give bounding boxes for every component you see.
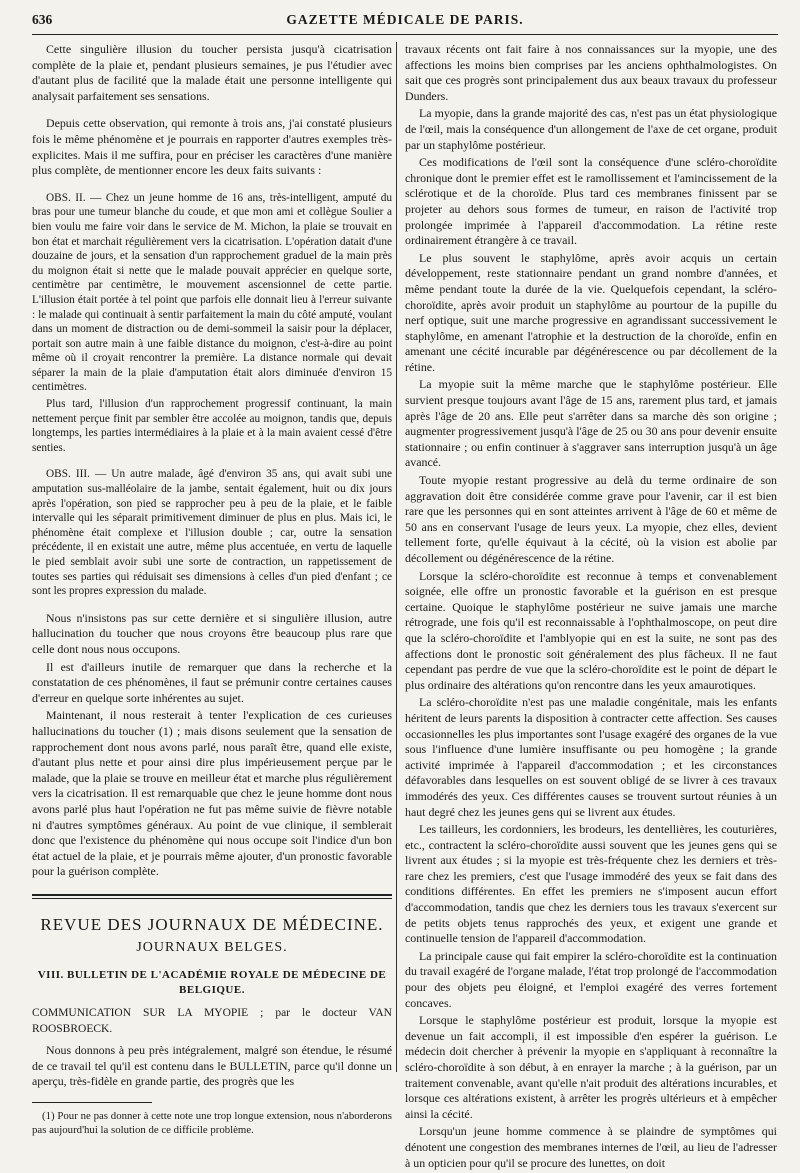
section-title: REVUE DES JOURNAUX DE MÉDECINE.: [40, 914, 384, 934]
paragraph: Le plus souvent le staphylôme, après avoir acquis un certain développement, reste stationnaire pendant un grand nombre d'années, et même pendant toute la durée de la vie. Quelquefois cependant, la scléro-choroïdite, après avoir produit un staphylôme au pourtour de la pupille du nerf optique, suit une marche progressive en agrandissant successivement le staphylôme, en amenant l'atrophie et la destruction de la choroïde, enfin en amenant une cécité incurable par dégénérescence ou par décollement de la rétine.: [405, 250, 777, 374]
paragraph: Lorsque la scléro-choroïdite est reconnue à temps et convenablement soignée, elle offre un pronostic favorable et la guérison en est presque certaine. Quoique le staphylôme postérieur ne suive jamais une marche rétrograde, une fois qu'il est reconnaissable à l'ophthalmoscope, on peut dire que la scléro-choroïdite et l'amblyopie qui en est la suite, ne sont pas des affections dont le pronostic soit généralement des plus fâcheux. Il ne faut cependant pas perdre de vue que la scléro-choroïdite est le point de départ le plus ordinaire des altérations qu'on rencontre dans les yeux amaurotiques.: [405, 568, 777, 692]
paragraph: Lorsque le staphylôme postérieur est produit, lorsque la myopie est devenue un fait accompli, il est impossible d'en espérer la guérison. Le médecin doit chercher à prévenir la myopie en s'appliquant à reconnaître la scléro-choroïdite à son début, à en enrayer la marche ; à la guérison, par un traitement convenable, avant qu'elle n'ait produit des altérations incurables, et lorsque ces altérations existent, à arrêter les progrès ultérieurs et à empêcher ainsi la cécité.: [405, 1013, 777, 1121]
paragraph: La scléro-choroïdite n'est pas une maladie congénitale, mais les enfants héritent de leurs parents la disposition à contracter cette affection. Ses causes occasionnelles les plus importantes sont l'usage exagéré des organes de la vue sous l'influence d'une lumière insuffisante ou peu homogène ; la grande activité imprimée à l'appareil d'accommodation ; et les circonstances défavorables dans lesquelles on est souvent obligé de se livrer à ces travaux immodérés des yeux. Ces différentes causes se trouvent surtout réunies à un haut degré chez les jeunes gens qui se livrent aux études.: [405, 695, 777, 819]
paragraph: Maintenant, il nous resterait à tenter l'explication de ces curieuses hallucinations du toucher (1) ; mais disons seulement que la sensation de rapprochement dont nous avons parlé, nous paraît être, quand elle existe, d'autant plus nette et pour ainsi dire plus impérieusement perçue par le malade, que la plaie se trouve en meilleur état et marche plus régulièrement vers la cicatrisation. Il est remarquable que chez le jeune homme dont nous avons parlé plus haut l'opération ne fut pas même suivie de fièvre notable ni d'autres symptômes généraux. Au point de vue clinique, il semblerait donc que l'existence du phénomène qui nous occupe soit l'indice d'un bon état actuel de la plaie, et je pourrais même ajouter, d'un pronostic favorable pour la guérison complète.: [32, 708, 392, 879]
right-column: [405, 42, 777, 1173]
column-divider: [396, 42, 397, 1072]
section-subtitle: JOURNAUX BELGES.: [136, 940, 288, 956]
paragraph: Nous donnons à peu près intégralement, malgré son étendue, le résumé de ce travail tel qu'il est contenu dans le BULLETIN, parce qu'il donne un aperçu, très-fidèle en grande partie, des progrès que les: [32, 1043, 392, 1089]
page-number: 636: [32, 12, 53, 27]
left-column: [32, 42, 392, 1139]
observation-2-continued: Plus tard, l'illusion d'un rapprochement progressif continuant, la main nettement perçue finit par sembler être accolée au moignon, tandis que, depuis longtemps, les parties intermédiaires à la plaie et à la main avaient cessé d'être senties.: [32, 398, 392, 454]
paragraph: Depuis cette observation, qui remonte à trois ans, j'ai constaté plusieurs fois le même phénomène et je pourrais en rapporter d'autres exemples très-explicites. Mais il me suffira, pour en préciser les caractères d'une manière plus complète, de mentionner encore les deux faits suivants :: [32, 116, 392, 178]
paragraph: Cette singulière illusion du toucher persista jusqu'à cicatrisation complète de la plaie et, pendant plusieurs semaines, je pus l'étudier avec d'autant plus de facilité que la malade était une personne intelligente qui analysait parfaitement ses sensations.: [32, 42, 392, 103]
paragraph: Toute myopie restant progressive au delà du terme ordinaire de son aggravation doit être considérée comme grave pour l'avenir, car il est bien rare que les personnes qui en sont atteintes arrivent à l'âge de 60 et même de 50 ans en conservant l'usage de leurs yeux. La myopie, chez elles, devient tellement forte, qu'elle équivaut à la cécité, où la vision est abolie par décollement ou dégénérescence de la rétine.: [405, 473, 777, 565]
paragraph: La myopie suit la même marche que le staphylôme postérieur. Elle survient presque toujours avant l'âge de 15 ans, rarement plus tard, et jamais après l'âge de 20 ans. Elle peut s'arrêter dans sa marche dès son origine ; augmenter progressivement jusqu'à l'âge de 25 ou 30 ans pour devenir ensuite stationnaire ; ou enfin continuer à s'aggraver sans interruption jusqu'à un âge avancé.: [405, 377, 777, 470]
paragraph: Il est d'ailleurs inutile de remarquer que dans la recherche et la constatation de ces phénomènes, il faut se prémunir contre certaines causes d'erreur en quelque sorte inhérentes au sujet.: [32, 659, 392, 705]
paragraph: Ces modifications de l'œil sont la conséquence d'une scléro-choroïdite chronique dont le premier effet est le ramollissement et l'amincissement de la sclérotique et de la choroïde. Plus tard ces membranes finissent par se projeter au dehors sous formes de tumeur, en raison de l'activité trop prolongée imprimée à l'appareil d'accommodation. La rétine reste ordinairement étrangère à ce travail.: [405, 155, 777, 248]
footnote-rule: [32, 1102, 152, 1103]
section-rule: [32, 894, 392, 899]
observation-2: OBS. II. — Chez un jeune homme de 16 ans, très-intelligent, amputé du bras pour une tumeur blanche du coude, et que mon ami et collègue Soulier a bien voulu me faire voir dans le service de M. Michon, la plaie se trouvait en bon état et marchait régulièrement vers la cicatrisation. L'opération datait d'une douzaine de jours, et la sensation d'un rapprochement graduel de la main près du moignon était si nette que le malade pouvait apprécier en quelque sorte, centimètre par centimètre, le mouvement ascensionnel de cette partie. L'illusion était portée à tel point que parfois elle donnait lieu à l'erreur suivante : le malade qui continuait à sentir parfaitement la main du côté amputé, voulant dans un moment de distraction ou de demi-sommeil la saisir pour la déplacer, portait son autre main à une faible distance du moignon, c'est-à-dire au point même où il croyait rencontrer la première. La distance normale qui devait séparer la main de la plaie d'amputation était alors diminuée d'environ 15 centimètres.: [32, 191, 392, 394]
running-header: [32, 8, 778, 35]
paragraph: Les tailleurs, les cordonniers, les brodeurs, les dentellières, les couturières, etc., contractent la scléro-choroïdite aussi souvent que les jeunes gens qui se livrent aux études ; si la myopie est très-fréquente chez les derniers et très-rare chez les premiers, c'est que l'usage immodéré des yeux se fait dans des conditions différentes. En effet les premiers ne s'imposent aucun effort d'accommodation, tandis que chez les derniers tous les travaux s'exercent sur de petits objets tenus rapprochés des yeux, et exigent une grande et continuelle tension de l'appareil d'accommodation.: [405, 822, 777, 946]
paragraph: Nous n'insistons pas sur cette dernière et si singulière illusion, autre hallucination du toucher que nous croyons être beaucoup plus rare que celle dont nous nous occupons.: [32, 610, 392, 656]
observation-3: OBS. III. — Un autre malade, âgé d'environ 35 ans, qui avait subi une amputation sus-malléolaire de la jambe, sentait également, huit ou dix jours après l'opération, son pied se rapprocher peu à peu de la plaie, et le faible intervalle qui les séparait primitivement diminuer de plus en plus. Mais ici, le phénomène était complexe et l'illusion double ; car, outre la sensation précédente, il en existait une autre, même plus accentuée, en vertu de laquelle le pied semblait avoir subi une sorte de contraction, un rappetissement de toutes ses parties qui réduisait ses dimensions à celles d'un pied d'enfant ; ce sont les propres expression du malade.: [32, 468, 392, 598]
bulletin-heading: VIII. BULLETIN DE L'ACADÉMIE ROYALE DE MÉDECINE DE BELGIQUE.: [37, 969, 387, 997]
footnote: (1) Pour ne pas donner à cette note une trop longue extension, nous n'aborderons pas aujourd'hui la solution de ce difficile problème.: [32, 1110, 392, 1137]
paragraph: La myopie, dans la grande majorité des cas, n'est pas un état physiologique de l'œil, mais la conséquence d'un allongement de l'axe de cet organe, produit par un staphylôme postérieur.: [405, 106, 777, 152]
communication-heading: COMMUNICATION SUR LA MYOPIE ; par le docteur VAN ROOSBROECK.: [32, 1007, 392, 1035]
running-title: GAZETTE MÉDICALE DE PARIS.: [286, 12, 524, 27]
paragraph: Lorsqu'un jeune homme commence à se plaindre de symptômes qui dénotent une congestion des membranes internes de l'œil, au lieu de l'adresser à un opticien pour qu'il se procure des lunettes, on doit: [405, 1124, 777, 1170]
paragraph: travaux récents ont fait faire à nos connaissances sur la myopie, une des affections les moins bien comprises par les anciens ophthalmologistes. On sait que ces progrès sont principalement dus aux beaux travaux du professeur Dunders.: [405, 42, 777, 103]
paragraph: La principale cause qui fait empirer la scléro-choroïdite est la continuation du travail exagéré de l'organe malade, l'état trop prolongé de l'accommodation pour des objets peu éloigné, et l'emploi exagéré des verres fortement concaves.: [405, 948, 777, 1010]
